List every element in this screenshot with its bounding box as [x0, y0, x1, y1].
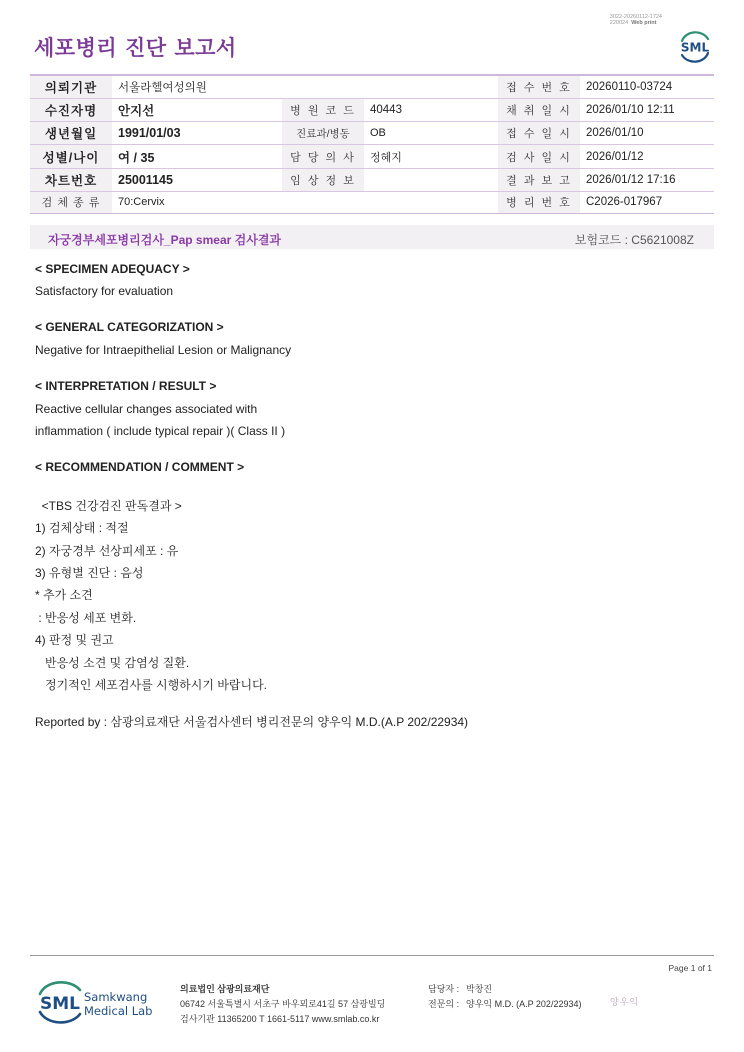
value-hospital-code: 40443 — [364, 98, 498, 121]
sml-logo-icon — [676, 28, 714, 64]
comment-line: 반응성 소견 및 감염성 질환. — [35, 656, 190, 670]
value-patient-name: 안지선 — [112, 98, 282, 121]
label-test-date: 검 사 일 시 — [498, 145, 580, 168]
value-department: OB — [364, 122, 498, 145]
comment-line: <TBS 건강검진 판독결과 > — [35, 499, 182, 513]
label-referral-org: 의뢰기관 — [30, 75, 112, 98]
table-row — [30, 98, 714, 121]
staff-value: 박창진 — [466, 984, 493, 994]
label-hospital-code: 병 원 코 드 — [282, 98, 364, 121]
reported-by: Reported by : 삼광의료재단 서울검사센터 병리전문의 양우익 M.D.(A.P 202/22934) — [35, 715, 469, 729]
label-receipt-time: 접 수 일 시 — [498, 122, 580, 145]
footer-divider — [30, 955, 714, 956]
footer-address: 06742 서울특별시 서초구 바우뫼로41길 57 삼광빌딩 — [180, 999, 386, 1009]
label-sex-age: 성별/나이 — [30, 145, 112, 168]
label-clinical-info: 임 상 정 보 — [282, 168, 364, 191]
label-collection-time: 채 취 일 시 — [498, 98, 580, 121]
page-number: Page 1 of 1 — [668, 963, 712, 973]
section-title-interpretation: < INTERPRETATION / RESULT > — [35, 379, 217, 393]
comment-line: : 반응성 세포 변화. — [35, 611, 137, 625]
label-chart-no: 차트번호 — [30, 168, 112, 191]
report-title: 세포병리 진단 보고서 — [34, 36, 237, 60]
value-chart-no: 25001145 — [112, 168, 282, 191]
exam-name: 자궁경부세포병리검사_Pap smear 검사결과 — [48, 233, 282, 247]
table-row — [30, 191, 714, 213]
value-pathology-no: C2026-017967 — [580, 191, 714, 213]
label-result-report: 결 과 보 고 — [498, 168, 580, 191]
value-test-date: 2026/01/12 — [580, 145, 714, 168]
sml-logo-text: SML — [680, 40, 710, 55]
print-info — [610, 14, 662, 26]
footer-logo-name-1: Samkwang — [84, 990, 148, 1004]
footer-logo-name-2: Medical Lab — [84, 1004, 153, 1018]
footer-contact: 검사기관 11365200 T 1661-5117 www.smlab.co.kr — [180, 1014, 380, 1024]
adequacy-text: Satisfactory for evaluation — [35, 284, 174, 298]
report-header — [34, 12, 714, 70]
value-result-report: 2026/01/12 17:16 — [580, 168, 714, 191]
label-department: 진료과/병동 — [282, 122, 364, 145]
label-birth-date: 생년월일 — [30, 122, 112, 145]
value-specimen-type: 70:Cervix — [112, 191, 498, 213]
table-row — [30, 145, 714, 168]
value-referral-org: 서울라헬여성의원 — [112, 75, 498, 98]
value-receipt-no: 20260110-03724 — [580, 75, 714, 98]
footer-org-info — [180, 982, 385, 1027]
interpretation-line-1: Reactive cellular changes associated with — [35, 402, 258, 416]
value-clinical-info — [364, 168, 498, 191]
label-receipt-no: 접 수 번 호 — [498, 75, 580, 98]
footer-org-name: 의료법인 삼광의료재단 — [180, 984, 270, 994]
interpretation-line-2: inflammation ( include typical repair )( Class II ) — [35, 424, 286, 438]
exam-title-bar — [30, 225, 714, 249]
label-pathology-no: 병 리 번 호 — [498, 191, 580, 213]
label-specimen-type: 검 체 종 류 — [30, 191, 112, 213]
comment-line: 1) 검체상태 : 적절 — [35, 521, 129, 535]
patient-info-table — [30, 74, 714, 214]
print-num: 220024 — [609, 20, 629, 26]
print-label: Web print — [631, 20, 657, 26]
section-title-recommendation: < RECOMMENDATION / COMMENT > — [35, 460, 245, 474]
section-title-category: < GENERAL CATEGORIZATION > — [35, 320, 224, 334]
specialist-label: 전문의 : — [428, 999, 460, 1009]
comment-line: 2) 자궁경부 선상피세포 : 유 — [35, 544, 179, 558]
insurance-code: 보험코드 : C5621008Z — [574, 233, 694, 247]
value-collection-time: 2026/01/10 12:11 — [580, 98, 714, 121]
comment-line: 3) 유형별 진단 : 음성 — [35, 566, 144, 580]
value-receipt-time: 2026/01/10 — [580, 122, 714, 145]
label-patient-name: 수진자명 — [30, 98, 112, 121]
staff-label: 담당자 : — [428, 984, 460, 994]
value-doctor: 정혜지 — [364, 145, 498, 168]
table-row — [30, 122, 714, 145]
footer-staff-info — [428, 982, 581, 1012]
specialist-value: 양우익 M.D. (A.P 202/22934) — [466, 999, 582, 1009]
samkwang-logo-icon — [36, 978, 166, 1026]
table-row — [30, 75, 714, 98]
specialist-signature: 양우익 — [610, 998, 640, 1008]
comment-line: * 추가 소견 — [35, 588, 93, 602]
table-row — [30, 168, 714, 191]
label-doctor: 담 당 의 사 — [282, 145, 364, 168]
print-code: 3022-20260112-1724 — [609, 14, 662, 20]
comment-line: 정기적인 세포검사를 시행하시기 바랍니다. — [35, 678, 267, 692]
value-birth-date: 1991/01/03 — [112, 122, 282, 145]
footer-logo-text: SML — [40, 994, 80, 1014]
comment-line: 4) 판정 및 권고 — [35, 633, 114, 647]
category-text: Negative for Intraepithelial Lesion or Malignancy — [35, 343, 292, 357]
section-title-adequacy: < SPECIMEN ADEQUACY > — [35, 262, 190, 276]
value-sex-age: 여 / 35 — [112, 145, 282, 168]
